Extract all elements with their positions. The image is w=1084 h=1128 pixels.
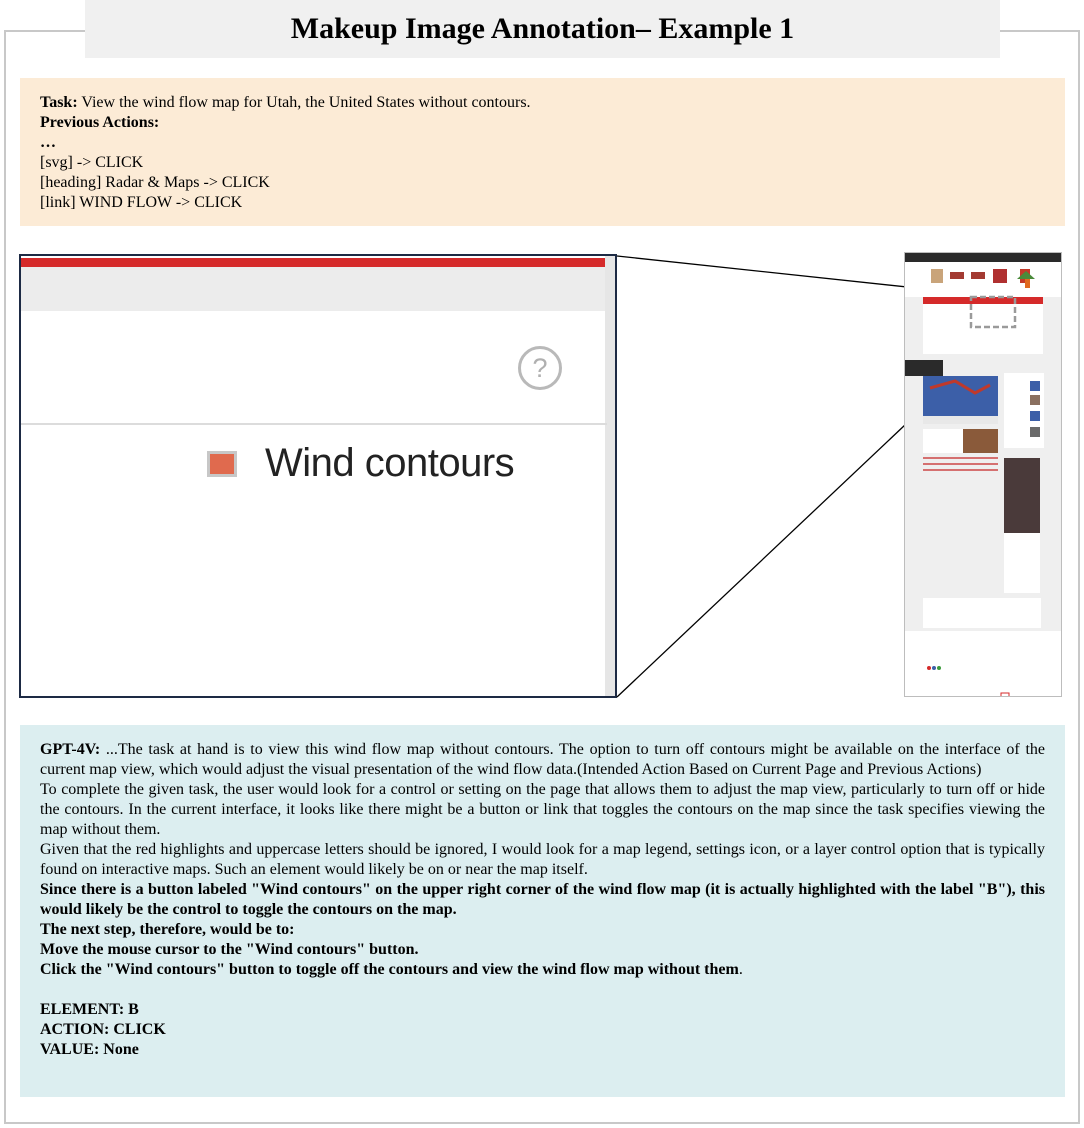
thumbnail-page-sketch [905, 253, 1062, 697]
gpt-element: ELEMENT: B [40, 1001, 139, 1018]
title-banner [85, 0, 1000, 58]
zoom-scrollbar[interactable] [605, 256, 615, 696]
wind-contours-toggle[interactable] [207, 441, 514, 486]
task-line [40, 93, 1045, 113]
task-label: Task: [40, 94, 78, 111]
zoom-divider [21, 423, 607, 425]
previous-action-2: [heading] Radar & Maps -> CLICK [40, 174, 270, 191]
previous-actions-ellipsis: … [40, 134, 56, 151]
previous-actions-label: Previous Actions: [40, 114, 160, 131]
previous-action-3: [link] WIND FLOW -> CLICK [40, 194, 243, 211]
wind-contours-label: Wind contours [265, 441, 515, 485]
gpt-step-click: Click the "Wind contours" button to toggle off the contours and view the wind flow map without them. [40, 961, 743, 978]
help-icon[interactable]: ? [518, 346, 562, 390]
page-title: Makeup Image Annotation– Example 1 [290, 12, 795, 45]
gpt-paragraph-3: Given that the red highlights and uppercase letters should be ignored, I would look for a map legend, settings icon, or a layer control option that is typically found on interactive maps. Such an element would likely be on or near the map itself. [40, 841, 1045, 878]
task-panel [20, 78, 1065, 226]
gpt-response-panel [20, 725, 1065, 1097]
previous-action-1: [svg] -> CLICK [40, 154, 144, 171]
full-page-thumbnail [904, 252, 1062, 697]
gpt-next-step: The next step, therefore, would be to: [40, 921, 295, 938]
gpt-paragraph-2: To complete the given task, the user would look for a control or setting on the page that allows them to adjust the map view, particularly to turn off or hide the contours. In the current interface, it looks like there might be a button or link that toggles the contours on the map since the task specifies viewing the map without them. [40, 781, 1045, 838]
zoom-gray-toolbar [21, 267, 607, 311]
zoomed-screenshot [19, 254, 617, 698]
gpt-paragraph-1: GPT-4V: ...The task at hand is to view this wind flow map without contours. The option to turn off contours might be available on the interface of the current map view, which would adjust the visual presentation of the wind flow data.(Intended Action Based on Current Page and Previous Actions) [40, 741, 1045, 778]
gpt-action: ACTION: CLICK [40, 1021, 166, 1038]
gpt-label: GPT-4V: [40, 741, 101, 758]
zoom-red-header-bar [21, 258, 607, 267]
wind-contours-checkbox[interactable] [207, 451, 237, 477]
gpt-value: VALUE: None [40, 1041, 139, 1058]
gpt-step-move: Move the mouse cursor to the "Wind contours" button. [40, 941, 419, 958]
gpt-bold-reasoning: Since there is a button labeled "Wind contours" on the upper right corner of the wind flow map (it is actually highlighted with the label "B"), this would likely be the control to toggle the contours on the map. [40, 881, 1045, 918]
task-text: View the wind flow map for Utah, the United States without contours. [77, 94, 531, 111]
